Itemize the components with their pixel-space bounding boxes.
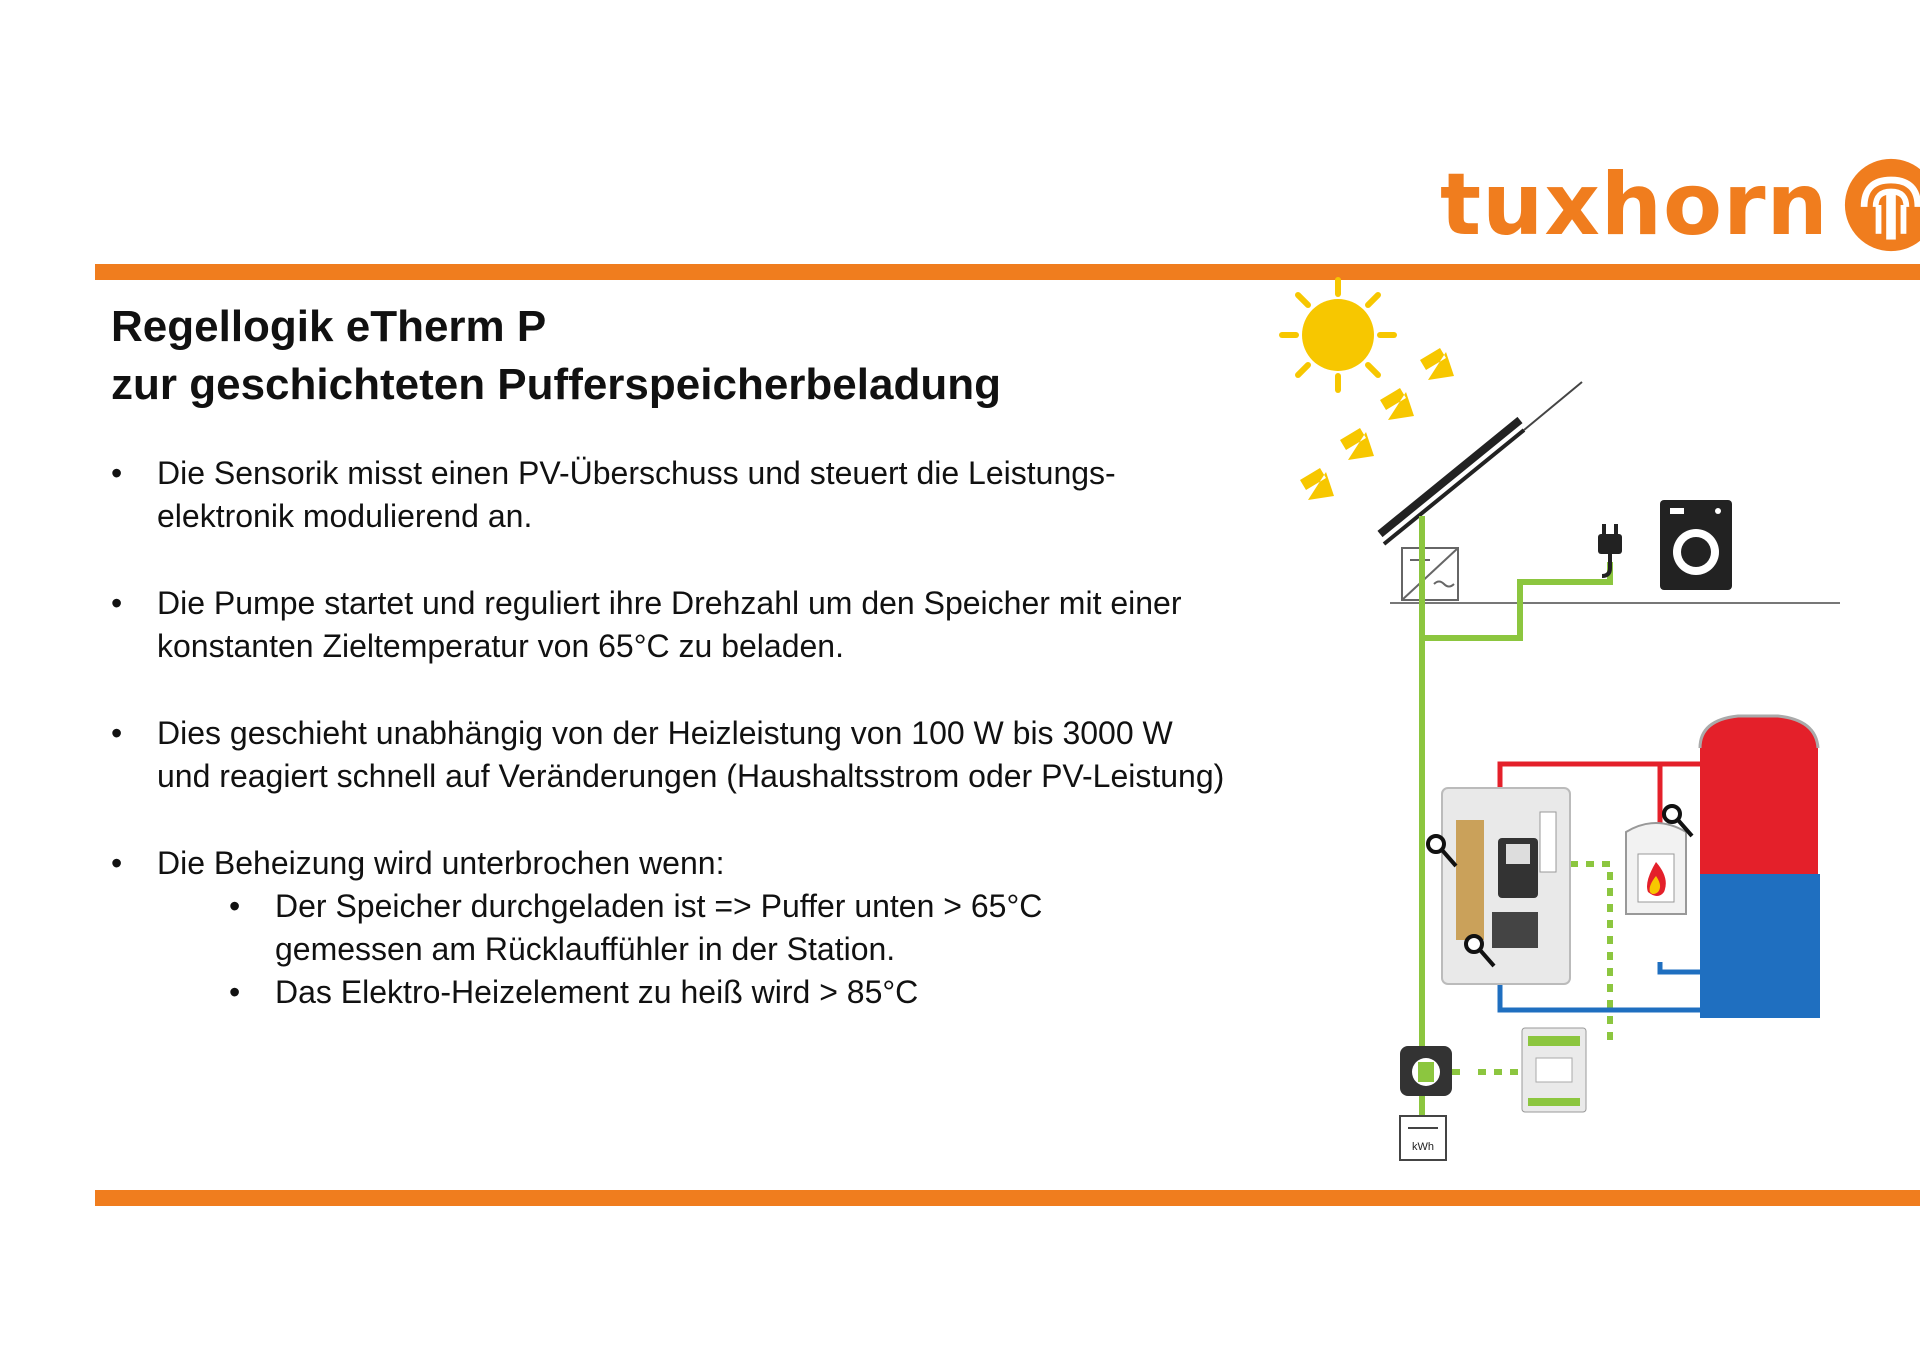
controller-module-icon: [1522, 1028, 1586, 1112]
bullet-text: und reagiert schnell auf Veränderungen (Haushaltsstrom oder PV-Leistung): [157, 758, 1225, 794]
system-diagram: [1230, 272, 1850, 1192]
bullet-marker: •: [111, 455, 123, 491]
bullet-text: Dies geschieht unabhängig von der Heizleistung von 100 W bis 3000 W: [157, 715, 1173, 751]
washing-machine-icon: [1660, 500, 1732, 590]
slide-title: [111, 298, 1001, 414]
bullet-text: Die Pumpe startet und reguliert ihre Drehzahl um den Speicher mit einer: [157, 585, 1182, 621]
boiler-flame-icon: [1626, 823, 1686, 914]
bullet-item: [111, 712, 1381, 798]
bullet-item: [111, 452, 1381, 538]
heating-station-icon: [1442, 788, 1570, 984]
bullet-list: [111, 452, 1381, 1058]
sub-bullet-item: [157, 885, 1381, 971]
sub-bullet-marker: •: [229, 888, 241, 924]
bullet-marker: •: [111, 585, 123, 621]
bullet-marker: •: [111, 845, 123, 881]
sub-bullet-item: [157, 971, 1381, 1014]
tuxhorn-logo-icon: [1843, 157, 1920, 253]
sub-bullet-text: Der Speicher durchgeladen ist => Puffer unten > 65°C: [275, 888, 1043, 924]
inverter-icon: [1402, 548, 1458, 600]
plug-icon: [1598, 524, 1622, 576]
slide-title-line-1: Regellogik eTherm P: [111, 302, 547, 351]
bullet-marker: •: [111, 715, 123, 751]
sub-bullet-text: gemessen am Rücklauffühler in der Station.: [275, 931, 896, 967]
bullet-text: elektronik modulierend an.: [157, 498, 533, 534]
footer-divider: [95, 1190, 1920, 1206]
tuxhorn-logo: [1440, 150, 1920, 260]
sun-icon: [1282, 280, 1394, 390]
brand-name: tuxhorn: [1440, 155, 1829, 255]
sub-bullet-marker: •: [229, 974, 241, 1010]
bullet-item: [111, 582, 1381, 668]
bullet-item: [111, 842, 1381, 1014]
slide-title-line-2: zur geschichteten Pufferspeicherbeladung: [111, 360, 1001, 409]
bullet-text: konstanten Zieltemperatur von 65°C zu beladen.: [157, 628, 844, 664]
bullet-text: Die Sensorik misst einen PV-Überschuss und steuert die Leistungs-: [157, 455, 1116, 491]
kwh-meter-label: kWh: [1412, 1141, 1434, 1153]
buffer-tank-icon: [1700, 716, 1820, 1018]
kwh-meter-icon: [1400, 1116, 1446, 1160]
sub-bullet-text: Das Elektro-Heizelement zu heiß wird > 85°C: [275, 974, 919, 1010]
current-clamp-icon: [1400, 1046, 1452, 1096]
bullet-text: Die Beheizung wird unterbrochen wenn:: [157, 845, 725, 881]
